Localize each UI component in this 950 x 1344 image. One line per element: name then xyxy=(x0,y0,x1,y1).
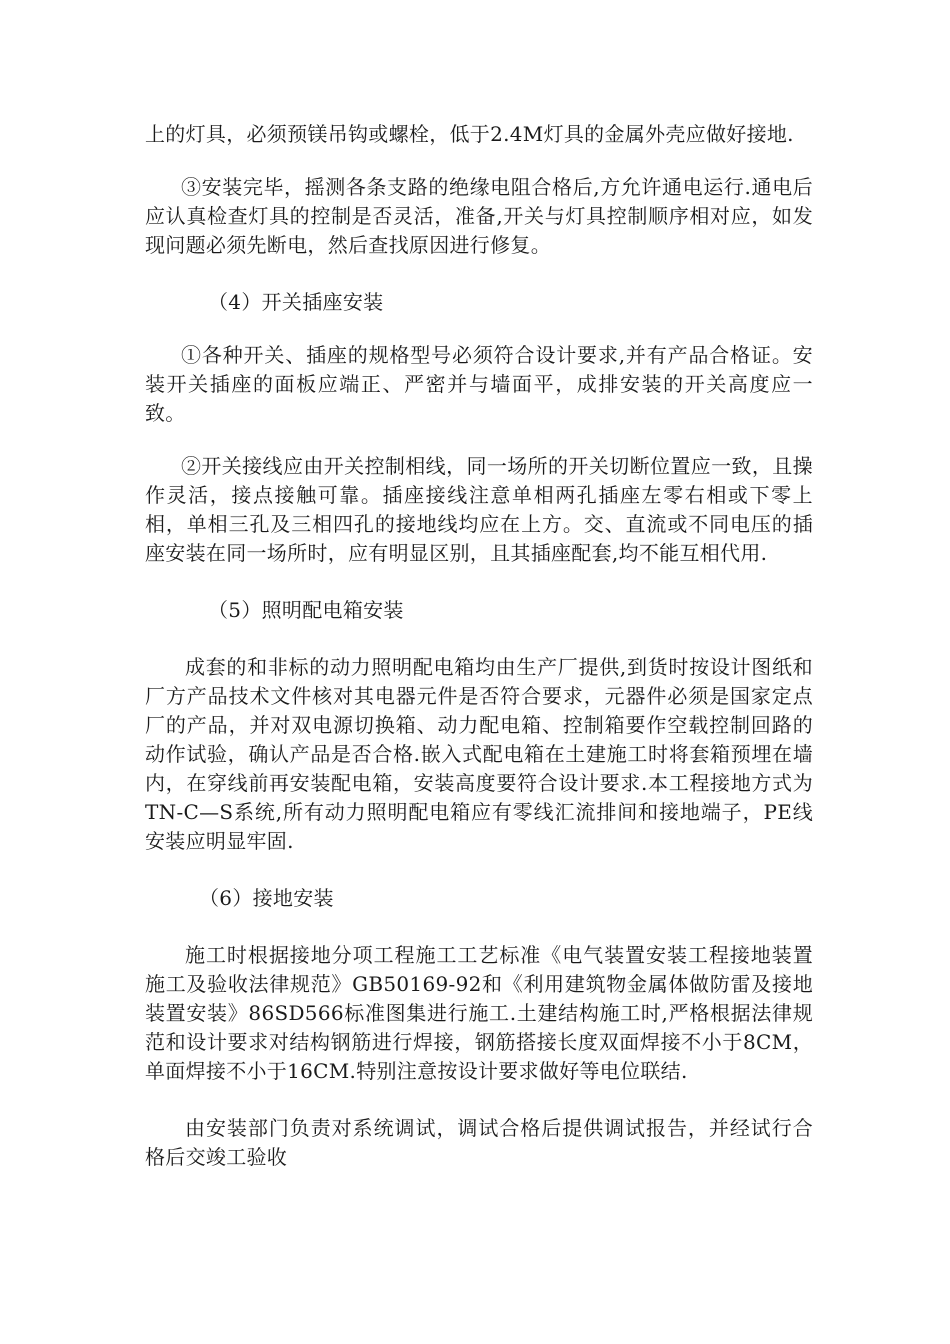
heading-grounding-installation: （6）接地安装 xyxy=(199,886,334,910)
paragraph-step-2-switch-wiring: ②开关接线应由开关控制相线，同一场所的开关切断位置应一致，且操作灵活，接点接触可靠。插座接线注意单相两孔插座左零右相或下零上相，单相三孔及三相四孔的接地线均应在上方。交、直流或不同电压的插座安装在同一场所时，应有明显区别，且其插座配套,均不能互相代用. xyxy=(145,454,813,565)
document-body xyxy=(145,120,813,1172)
heading-lighting-distribution-box: （5）照明配电箱安装 xyxy=(208,598,404,622)
paragraph-system-commissioning: 由安装部门负责对系统调试，调试合格后提供调试报告，并经试行合格后交竣工验收 xyxy=(145,1116,813,1169)
paragraph-step-1-switch-specs: ①各种开关、插座的规格型号必须符合设计要求,并有产品合格证。安装开关插座的面板应端正、严密并与墙面平，成排安装的开关高度应一致。 xyxy=(145,343,813,425)
heading-switch-socket-installation: （4）开关插座安装 xyxy=(208,290,384,314)
paragraph-step-3-power-on: ③安装完毕，摇测各条支路的绝缘电阻合格后,方允许通电运行.通电后应认真检查灯具的控制是否灵活，准备,开关与灯具控制顺序相对应，如发现问题必须先断电，然后查找原因进行修复。 xyxy=(145,175,813,257)
paragraph-distribution-box-details: 成套的和非标的动力照明配电箱均由生产厂提供,到货时按设计图纸和厂方产品技术文件核对其电器元件是否符合要求，元器件必须是国家定点厂的产品，并对双电源切换箱、动力配电箱、控制箱要作空载控制回路的动作试验，确认产品是否合格.嵌入式配电箱在土建施工时将套箱预埋在墙内，在穿线前再安装配电箱，安装高度要符合设计要求.本工程接地方式为TN-C—S系统,所有动力照明配电箱应有零线汇流排间和接地端子，PE线安装应明显牢固. xyxy=(145,655,813,853)
paragraph-grounding-details: 施工时根据接地分项工程施工工艺标准《电气装置安装工程接地装置施工及验收法律规范》GB50169-92和《利用建筑物金属体做防雷及接地装置安装》86SD566标准图集进行施工.土建结构施工时,严格根据法律规范和设计要求对结构钢筋进行焊接，钢筋搭接长度双面焊接不小于8CM，单面焊接不小于16CM.特别注意按设计要求做好等电位联结. xyxy=(145,943,813,1083)
paragraph-lamp-installation-continued: 上的灯具，必须预镁吊钩或螺栓，低于2.4M灯具的金属外壳应做好接地. xyxy=(145,122,794,146)
